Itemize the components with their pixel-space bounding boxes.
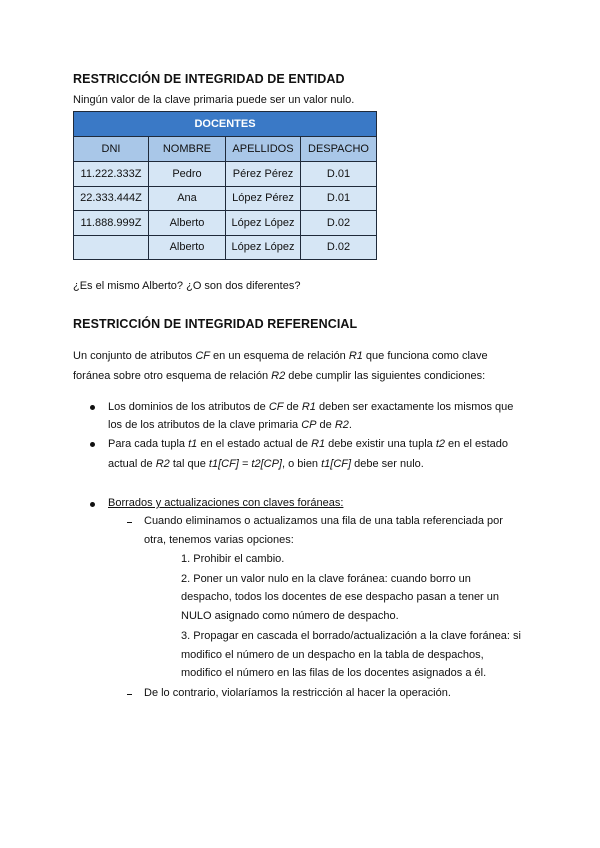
section-entidad-title: RESTRICCIÓN DE INTEGRIDAD DE ENTIDAD: [73, 72, 345, 86]
bullet-icon: [90, 405, 95, 410]
table-title: DOCENTES: [74, 112, 377, 137]
dash-icon: [127, 522, 132, 523]
option-cascada-line: modifico el número de un despacho en la tabla de despachos,: [181, 649, 484, 661]
cell-dni: 11.222.333Z: [74, 162, 149, 187]
section-entidad-intro: Ningún valor de la clave primaria puede ser un valor nulo.: [73, 94, 355, 106]
cell-apellidos: López López: [226, 211, 301, 236]
option-prohibir: 1. Prohibir el cambio.: [181, 553, 285, 565]
bullet-dominios-line: Los dominios de los atributos de CF de R1 deben ser exactamente los mismos que: [108, 401, 514, 413]
bullet-tupla-line: actual de R2 tal que t1[CF] = t2[CP], o bien t1[CF] debe ser nulo.: [108, 458, 424, 470]
table-title-row: [74, 112, 377, 137]
header-apellidos: APELLIDOS: [226, 137, 301, 162]
bullet-borrados: Borrados y actualizaciones con claves foráneas:: [108, 497, 344, 509]
cell-apellidos: López López: [226, 235, 301, 260]
question-text: ¿Es el mismo Alberto? ¿O son dos diferentes?: [73, 280, 301, 292]
dash-item-line: otra, tenemos varias opciones:: [144, 534, 294, 546]
option-nulo-line: 2. Poner un valor nulo en la clave foránea: cuando borro un: [181, 573, 471, 585]
paragraph-line: foránea sobre otro esquema de relación R2 debe cumplir las siguientes condiciones:: [73, 370, 486, 382]
cell-despacho: D.01: [301, 186, 377, 211]
cell-despacho: D.01: [301, 162, 377, 187]
header-nombre: NOMBRE: [149, 137, 226, 162]
option-nulo-line: NULO asignado como número de despacho.: [181, 610, 399, 622]
docentes-table: [73, 111, 377, 260]
dash-item-line: Cuando eliminamos o actualizamos una fila de una tabla referenciada por: [144, 515, 503, 527]
option-cascada-line: modifico el número en las filas de los docentes asignados a él.: [181, 667, 487, 679]
bullet-tupla-line: Para cada tupla t1 en el estado actual de R1 debe existir una tupla t2 en el estado: [108, 438, 508, 450]
paragraph-line: Un conjunto de atributos CF en un esquema de relación R1 que funciona como clave: [73, 350, 488, 362]
bullet-icon: [90, 442, 95, 447]
cell-apellidos: Pérez Pérez: [226, 162, 301, 187]
header-dni: DNI: [74, 137, 149, 162]
cell-dni: 22.333.444Z: [74, 186, 149, 211]
cell-nombre: Alberto: [149, 211, 226, 236]
bullet-icon: [90, 502, 95, 507]
cell-despacho: D.02: [301, 211, 377, 236]
option-nulo-line: despacho, todos los docentes de ese despacho pasan a tener un: [181, 591, 500, 603]
cell-apellidos: López Pérez: [226, 186, 301, 211]
cell-nombre: Pedro: [149, 162, 226, 187]
table-row: [74, 211, 377, 236]
cell-nombre: Alberto: [149, 235, 226, 260]
section-referencial-title: RESTRICCIÓN DE INTEGRIDAD REFERENCIAL: [73, 317, 358, 331]
cell-nombre: Ana: [149, 186, 226, 211]
dash-item-line: De lo contrario, violaríamos la restricción al hacer la operación.: [144, 687, 451, 699]
table-row: [74, 186, 377, 211]
header-despacho: DESPACHO: [301, 137, 377, 162]
cell-dni: [74, 235, 149, 260]
cell-despacho: D.02: [301, 235, 377, 260]
table-row: [74, 235, 377, 260]
cell-dni: 11.888.999Z: [74, 211, 149, 236]
option-cascada-line: 3. Propagar en cascada el borrado/actualización a la clave foránea: si: [181, 630, 521, 642]
dash-icon: [127, 694, 132, 695]
table-row: [74, 162, 377, 187]
bullet-dominios-line: los de los atributos de la clave primaria CP de R2.: [108, 419, 352, 431]
table-header-row: [74, 137, 377, 162]
